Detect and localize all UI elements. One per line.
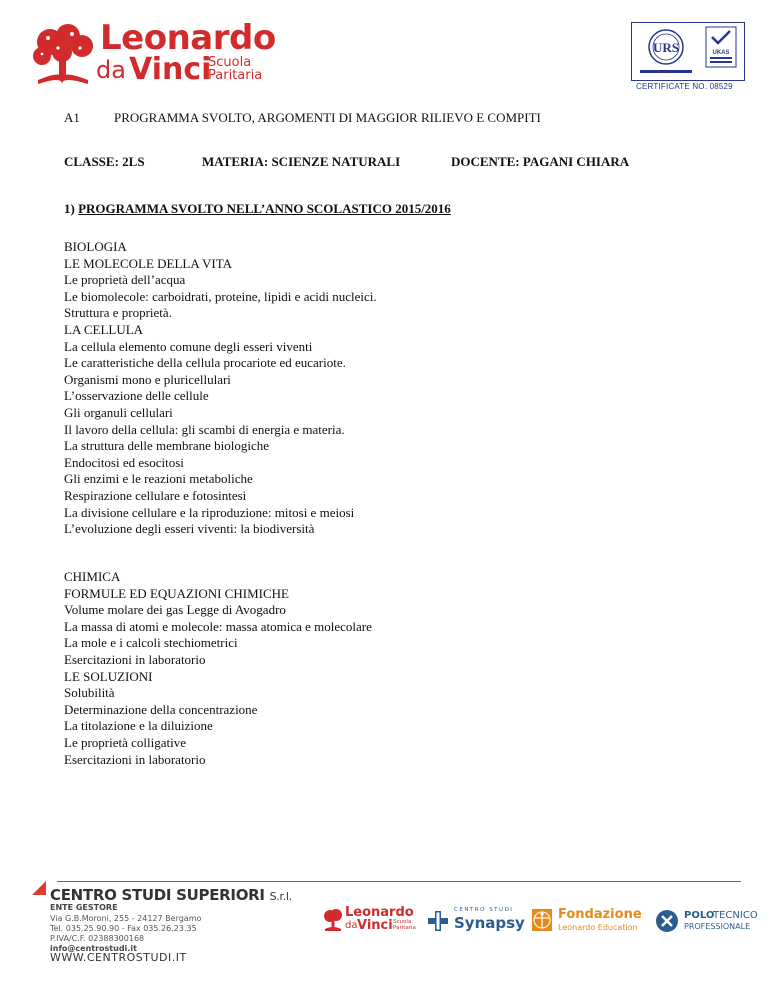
tree-icon [323,909,343,931]
polo-tecnico-text: TECNICO [713,910,758,921]
polo-x-icon [655,909,679,933]
list-item: Il lavoro della cellula: gli scambi di energia e materia. [64,421,345,437]
doc-heading: PROGRAMMA SVOLTO, ARGOMENTI DI MAGGIOR RILIEVO E COMPITI [114,110,541,125]
footer-logo-leonardo [323,905,416,935]
classe-label: CLASSE: 2LS [64,154,145,169]
footer-logo-da-text: da [345,920,358,931]
list-item: LA CELLULA [64,321,144,337]
polo-text: POLO [684,910,715,921]
footer-company-name: CENTRO STUDI SUPERIORI [50,886,265,904]
footer-email: info@centrostudi.it [50,944,137,953]
footer-divider [57,881,741,882]
list-item: Solubilità [64,685,115,701]
footer-logo-synapsy [428,905,525,935]
list-item: La titolazione e la diluizione [64,718,213,734]
logo-da-text: da [96,56,126,84]
urs-text: URS [652,40,680,55]
list-item: L’osservazione delle cellule [64,388,209,404]
synapsy-top-text: CENTRO STUDI [454,907,514,913]
list-item: Struttura e proprietà. [64,305,172,321]
list-item: BIOLOGIA [64,239,127,254]
list-item: Gli enzimi e le reazioni metaboliche [64,471,253,487]
certificate-number: CERTIFICATE NO. 08529 [636,82,733,91]
footer-logo-scuola-text: Scuola [393,919,412,925]
fondazione-text: Fondazione [558,907,642,922]
section-title: PROGRAMMA SVOLTO NELL’ANNO SCOLASTICO 2015/2016 [78,201,451,216]
ukas-text: UKAS [712,50,730,56]
footer-logo-paritaria-text: Paritaria [393,925,416,931]
logo-leonardo-text: Leonardo [100,18,276,58]
footer-logo-fondazione [531,905,643,935]
list-item: L’evoluzione degli esseri viventi: la biodiversità [64,521,315,537]
list-item: LE MOLECOLE DELLA VITA [64,255,233,271]
list-item: Gli organuli cellulari [64,404,173,420]
footer-company [50,886,292,904]
docente-label: DOCENTE: PAGANI CHIARA [451,154,630,169]
logo-vinci-text: Vinci [129,52,212,87]
list-item: LE SOLUZIONI [64,668,153,684]
footer-company-suffix: S.r.l. [269,890,292,903]
synapsy-text: Synapsy [454,914,525,932]
chimica-list [64,569,372,768]
footer-logo-polo [655,905,758,935]
logo-paritaria-text: Paritaria [208,68,263,83]
polo-professionale-text: PROFESSIONALE [684,922,751,931]
list-item: Le biomolecole: carboidrati, proteine, lipidi e acidi nucleici. [64,288,377,304]
footer-address: Via G.B.Moroni, 255 - 24127 Bergamo [50,914,202,923]
synapsy-cross-icon [428,911,448,931]
list-item: Respirazione cellulare e fotosintesi [64,487,247,503]
footer-ente: ENTE GESTORE [50,903,118,912]
section-heading [64,201,451,217]
list-item: La massa di atomi e molecole: massa atomica e molecolare [64,618,372,634]
certification-box [631,22,745,81]
list-item: La struttura delle membrane biologiche [64,438,270,454]
school-logo [28,18,276,88]
footer-accent-mark-icon [32,881,46,917]
list-item: Esercitazioni in laboratorio [64,751,206,767]
footer-tel: Tel. 035.25.90.90 - Fax 035.26.23.35 [50,924,197,933]
list-item: CHIMICA [64,569,121,584]
biologia-list [64,239,377,538]
list-item: Determinazione della concentrazione [64,701,258,717]
section-number: 1) [64,201,79,216]
tree-book-icon [28,24,100,86]
vitruvian-man-icon [531,908,553,932]
footer-logo-scuola [393,919,416,931]
list-item: Le proprietà dell’acqua [64,272,186,288]
list-item: Volume molare dei gas Legge di Avogadro [64,602,286,618]
doc-code: A1 [64,110,80,125]
list-item: Esercitazioni in laboratorio [64,651,206,667]
list-item: Le caratteristiche della cellula procariote ed eucariote. [64,355,346,371]
list-item: La mole e i calcoli stechiometrici [64,635,238,651]
footer-website: WWW.CENTROSTUDI.IT [50,951,187,964]
list-item: Organismi mono e pluricellulari [64,371,231,387]
footer-piva: P.IVA/C.F. 02388300168 [50,934,145,943]
list-item: Le proprietà colligative [64,734,187,750]
footer-logo-vinci-text: Vinci [357,918,393,933]
list-item: La cellula elemento comune degli esseri viventi [64,338,313,354]
logo-scuola-text: Scuola [208,55,252,70]
list-item: FORMULE ED EQUAZIONI CHIMICHE [64,585,289,601]
materia-label: MATERIA: SCIENZE NATURALI [202,154,401,169]
fondazione-sub-text: Leonardo Education [558,923,638,932]
list-item: La divisione cellulare e la riproduzione: mitosi e meiosi [64,504,355,520]
footer-logo-leonardo-text: Leonardo [345,905,414,920]
logo-scuola-paritaria [208,56,262,82]
urs-ukas-seal-icon [632,23,744,80]
list-item: Endocitosi ed esocitosi [64,454,184,470]
